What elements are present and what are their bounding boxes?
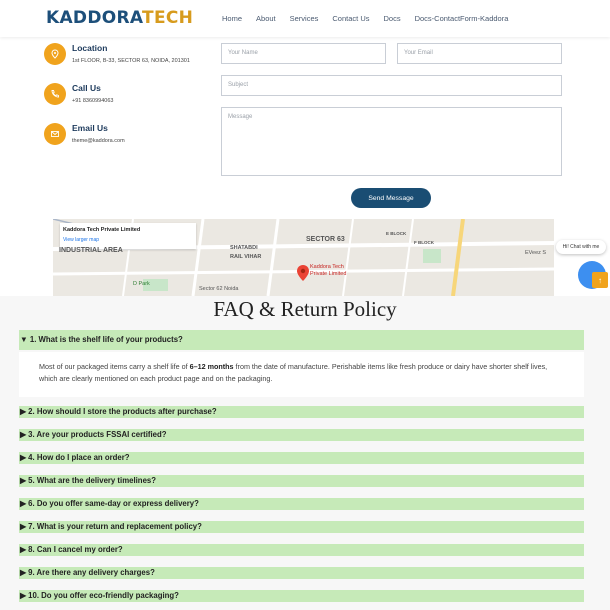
caret-right-icon: ▶ — [20, 591, 26, 600]
message-textarea[interactable]: Message — [221, 107, 562, 176]
map-pin-icon[interactable] — [297, 265, 309, 281]
main-nav — [222, 14, 522, 23]
nav-services[interactable]: Services — [289, 14, 319, 23]
faq-question-9[interactable] — [19, 567, 584, 579]
faq-question-8[interactable] — [19, 544, 584, 556]
map-embed[interactable] — [53, 219, 554, 296]
map-label-eblock: E BLOCK — [386, 231, 407, 236]
faq-question-text: 6. Do you offer same-day or express delivery? — [28, 499, 199, 508]
faq-answer-1: Most of our packaged items carry a shelf life of 6–12 months from the date of manufacture. Perishable items like fresh produce or dairy have shorter shelf lives, which are clearly mentioned on each product page and on the packaging. — [19, 352, 584, 397]
nav-docs[interactable]: Docs — [383, 14, 401, 23]
caret-right-icon: ▶ — [20, 545, 26, 554]
mail-icon — [44, 123, 66, 145]
caret-right-icon: ▶ — [20, 568, 26, 577]
faq-question-text: 7. What is your return and replacement policy? — [28, 522, 202, 531]
map-pin-label-1: Kaddora Tech — [310, 264, 344, 270]
nav-home[interactable]: Home — [222, 14, 243, 23]
map-label-dpark: D Park — [133, 281, 150, 287]
caret-right-icon: ▶ — [20, 407, 26, 416]
faq-question-2[interactable] — [19, 406, 584, 418]
caret-right-icon: ▶ — [20, 430, 26, 439]
faq-question-text: 2. How should I store the products after purchase? — [28, 407, 217, 416]
email-text[interactable]: theme@kaddora.com — [72, 138, 125, 144]
map-pin-label-2: Private Limited — [310, 271, 347, 277]
scroll-to-top-button[interactable]: ↑ — [592, 272, 608, 288]
nav-contact[interactable]: Contact Us — [332, 14, 370, 23]
faq-question-7[interactable] — [19, 521, 584, 533]
call-text[interactable]: +91 8360994063 — [72, 98, 114, 104]
faq-question-3[interactable] — [19, 429, 584, 441]
map-label-fblock: F BLOCK — [414, 240, 434, 245]
subject-input[interactable]: Subject — [221, 75, 562, 96]
faq-question-text: 9. Are there any delivery charges? — [28, 568, 155, 577]
faq-title: FAQ & Return Policy — [213, 297, 397, 321]
name-input[interactable]: Your Name — [221, 43, 386, 64]
chat-bubble[interactable]: Hi! Chat with me — [556, 240, 606, 254]
faq-question-10[interactable] — [19, 590, 584, 602]
caret-down-icon: ▼ — [20, 335, 28, 344]
map-label-industrial: INDUSTRIAL AREA — [59, 247, 123, 254]
faq-question-text: 10. Do you offer eco-friendly packaging? — [28, 591, 179, 600]
map-label-eveez: EVeez S — [525, 250, 547, 256]
faq-question-text: 3. Are your products FSSAI certified? — [28, 430, 167, 439]
nav-about[interactable]: About — [256, 14, 276, 23]
map-label-shatabdi: SHATABDI — [230, 245, 258, 251]
faq-question-text: 8. Can I cancel my order? — [28, 545, 123, 554]
faq-question-text: 5. What are the delivery timelines? — [28, 476, 156, 485]
send-message-button[interactable]: Send Message — [351, 188, 431, 208]
faq-question-text: 4. How do I place an order? — [28, 453, 130, 462]
faq-question-4[interactable] — [19, 452, 584, 464]
map-label-railvihar: RAIL VIHAR — [230, 254, 262, 260]
faq-question-5[interactable] — [19, 475, 584, 487]
map-info-card — [60, 223, 196, 249]
site-header — [0, 0, 610, 37]
email-input[interactable]: Your Email — [397, 43, 562, 64]
map-card-title: Kaddora Tech Private Limited — [63, 227, 141, 233]
caret-right-icon: ▶ — [20, 453, 26, 462]
phone-icon — [44, 83, 66, 105]
location-text: 1st FLOOR, B-33, SECTOR 63, NOIDA, 201301 — [72, 58, 190, 64]
view-larger-map-link[interactable]: View larger map — [63, 237, 100, 243]
faq-question-text: 1. What is the shelf life of your products? — [29, 335, 183, 344]
faq-question-6[interactable] — [19, 498, 584, 510]
faq-question-1[interactable] — [19, 330, 584, 350]
location-pin-icon — [44, 43, 66, 65]
caret-right-icon: ▶ — [20, 522, 26, 531]
call-title: Call Us — [72, 83, 101, 93]
email-title: Email Us — [72, 123, 108, 133]
caret-right-icon: ▶ — [20, 499, 26, 508]
location-title: Location — [72, 43, 108, 53]
nav-docs-contactform[interactable]: Docs-ContactForm-Kaddora — [414, 14, 509, 23]
map-label-sector62: Sector 62 Noida — [199, 286, 239, 292]
site-logo[interactable]: KADDORATECH — [46, 8, 194, 28]
caret-right-icon: ▶ — [20, 476, 26, 485]
map-label-sector63: SECTOR 63 — [306, 236, 345, 243]
